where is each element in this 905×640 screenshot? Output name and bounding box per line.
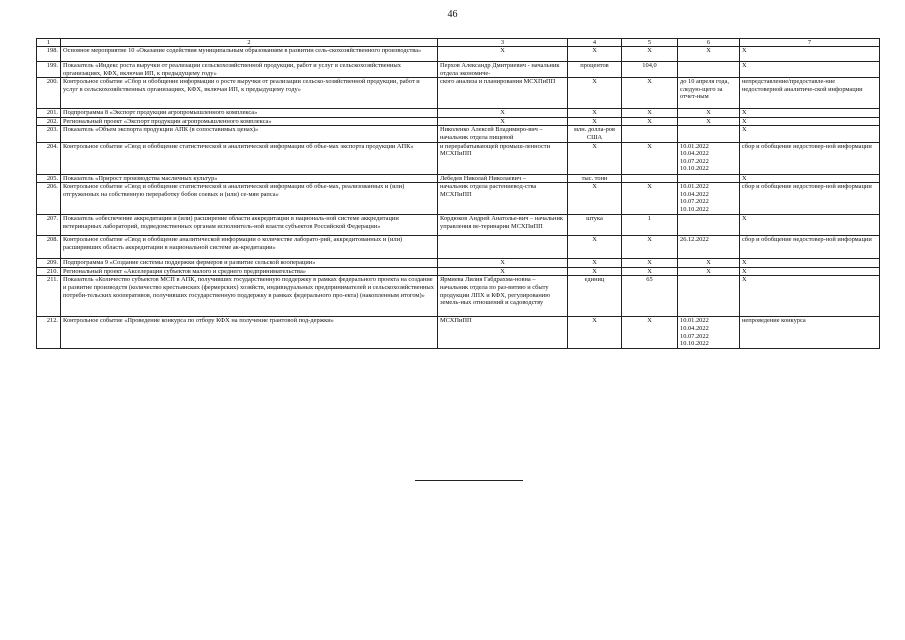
row-number: 199. [37,62,61,78]
deadline: X [678,117,740,126]
table-row [37,126,880,142]
header-cell: 6 [678,39,740,47]
unit-of-measure: единиц [568,276,622,317]
deadline [678,62,740,78]
responsible-person: Лебедев Николай Николаевич – [438,174,568,183]
indicator-value: X [622,109,678,118]
table-row [37,174,880,183]
row-number: 211. [37,276,61,317]
header-cell: 7 [740,39,880,47]
deadline [678,126,740,142]
header-cell: 1 [37,39,61,47]
unit-of-measure: X [568,78,622,109]
deadline: 10.01.2022 10.04.2022 10.07.2022 10.10.2022 [678,142,740,174]
indicator-value: X [622,259,678,268]
deadline: 26.12.2022 [678,236,740,259]
risk-info: X [740,126,880,142]
header-cell: 3 [438,39,568,47]
deadline: до 10 апреля года, следую-щего за отчет-ным [678,78,740,109]
responsible-person: X [438,109,568,118]
risk-info: непроведение конкурса [740,317,880,349]
unit-of-measure: X [568,109,622,118]
risk-info: X [740,47,880,62]
risk-info: X [740,276,880,317]
indicator-value: X [622,317,678,349]
row-number: 208. [37,236,61,259]
table-row [37,47,880,62]
table-row [37,109,880,118]
indicator-value: X [622,117,678,126]
event-name: Региональный проект «Экспорт продукции агропромышленного комплекса» [61,117,438,126]
risk-info: X [740,215,880,236]
row-number: 210. [37,267,61,276]
header-cell: 5 [622,39,678,47]
indicator-value: 1 [622,215,678,236]
deadline [678,215,740,236]
responsible-person: X [438,259,568,268]
row-number: 207. [37,215,61,236]
table-row [37,183,880,215]
event-name: Контрольное событие «Свод и обобщение статистической и аналитической информации об объе-мах экспорта продукции АПК» [61,142,438,174]
responsible-person: X [438,117,568,126]
table-row [37,276,880,317]
risk-info: сбор и обобщение недостовер-ной информации [740,236,880,259]
risk-info: X [740,109,880,118]
deadline: X [678,267,740,276]
indicator-value: X [622,183,678,215]
unit-of-measure: X [568,259,622,268]
row-number: 204. [37,142,61,174]
indicator-value: X [622,236,678,259]
unit-of-measure: процентов [568,62,622,78]
unit-of-measure: X [568,267,622,276]
deadline: 10.01.2022 10.04.2022 10.07.2022 10.10.2022 [678,317,740,349]
table-row [37,142,880,174]
responsible-person: Кордюков Андрей Анатолье-вич – начальник управления ве-теринарии МСХПиПП [438,215,568,236]
indicator-value: X [622,78,678,109]
row-number: 200. [37,78,61,109]
responsible-person: и перерабатывающей промыш-ленности МСХПиПП [438,142,568,174]
row-number: 203. [37,126,61,142]
indicator-value [622,174,678,183]
indicator-value: 65 [622,276,678,317]
table-row [37,259,880,268]
responsible-person [438,236,568,259]
event-name: Контрольное событие «Свод и обобщение аналитической информации о количестве лаборато-рий, аккредитованных и (или) расширивших область аккредитации в национальной системе ак-кредитации» [61,236,438,259]
unit-of-measure: X [568,236,622,259]
indicator-value: X [622,47,678,62]
deadline: 10.01.2022 10.04.2022 10.07.2022 10.10.2022 [678,183,740,215]
indicator-value: X [622,267,678,276]
event-name: Контрольное событие «Проведение конкурса по отбору КФХ на получение грантовой под-держки» [61,317,438,349]
header-row [37,39,880,47]
row-number: 205. [37,174,61,183]
unit-of-measure: тыс. тонн [568,174,622,183]
event-name: Подпрограмма 9 «Создание системы поддержки фермеров и развитие сельской кооперации» [61,259,438,268]
unit-of-measure: млн. долла-ров США [568,126,622,142]
responsible-person: Николенко Алексей Владимиро-вич – начальник отдела пищевой [438,126,568,142]
table-row [37,78,880,109]
event-name: Региональный проект «Акселерация субъектов малого и среднего предпринимательства» [61,267,438,276]
table-row [37,267,880,276]
risk-info: сбор и обобщение недостовер-ной информации [740,142,880,174]
unit-of-measure: X [568,117,622,126]
responsible-person: X [438,47,568,62]
risk-info: непредставление/предоставле-ние недостоверной аналитиче-ской информации [740,78,880,109]
row-number: 209. [37,259,61,268]
header-cell: 4 [568,39,622,47]
table-row [37,215,880,236]
row-number: 206. [37,183,61,215]
deadline [678,276,740,317]
event-name: Показатель «Индекс роста выручки от реализации сельскохозяйственной продукции, работ и услуг в сельскохозяйственных организациях, КФХ, включая ИП, к предыдущему году» [61,62,438,78]
deadline [678,174,740,183]
table-row [37,236,880,259]
event-name: Показатель «Прирост производства масличных культур» [61,174,438,183]
row-number: 202. [37,117,61,126]
row-number: 198. [37,47,61,62]
event-name: Подпрограмма 8 «Экспорт продукции агропромышленного комплекса» [61,109,438,118]
event-name: Контрольное событие «Свод и обобщение статистической и аналитической информации об объе-мах, реализованных и (или) отгруженных на собственную переработку бобов соевых и (или) се-мян рапса» [61,183,438,215]
event-name: Показатель «обеспечение аккредитации и (или) расширение области аккредитации в националь-ной системе аккредитации ветеринарных лабораторий, подведомственных органам исполнитель-ной власти субъектов Российской Федерации» [61,215,438,236]
event-name: Показатель «Количество субъектов МСП в АПК, получивших государственную поддержку в рамках федерального проекта на создание и развитие производств (количество крестьянских (фермерских) хозяйств, индивидуальных предпринимателей и сельскохозяйственных потреби-тельских кооперативов, получивших государственную поддержку в рамках федерального про-екта) (накопленным итогом)» [61,276,438,317]
row-number: 201. [37,109,61,118]
indicator-value [622,126,678,142]
indicator-value: X [622,142,678,174]
table-row [37,317,880,349]
deadline: X [678,109,740,118]
event-name: Показатель «Объем экспорта продукции АПК (в сопоставимых ценах)» [61,126,438,142]
deadline: X [678,259,740,268]
deadline: X [678,47,740,62]
table-row [37,62,880,78]
risk-info: X [740,267,880,276]
unit-of-measure: X [568,183,622,215]
page-number: 46 [447,9,458,20]
responsible-person: МСХПиПП [438,317,568,349]
header-cell: 2 [61,39,438,47]
event-name: Контрольное событие «Сбор и обобщение информации о росте выручки от реализации сельско-хозяйственной продукции, работ и услуг в сельскохозяйственных организациях, КФХ, включая ИП, к предыдущему году» [61,78,438,109]
risk-info: X [740,259,880,268]
unit-of-measure: X [568,142,622,174]
responsible-person: начальник отдела растениевод-ства МСХПиПП [438,183,568,215]
responsible-person: ского анализа и планирования МСХПиПП [438,78,568,109]
event-name: Основное мероприятие 10 «Оказание содействия муниципальным образованиям в развитии сель-скохозяйственного производства» [61,47,438,62]
plan-table [36,38,880,349]
closing-divider [415,480,523,481]
responsible-person: X [438,267,568,276]
risk-info: сбор и обобщение недостовер-ной информации [740,183,880,215]
indicator-value: 104,0 [622,62,678,78]
risk-info: X [740,62,880,78]
table-row [37,117,880,126]
row-number: 212. [37,317,61,349]
unit-of-measure: X [568,317,622,349]
unit-of-measure: X [568,47,622,62]
responsible-person: Перхов Александр Дмитриевич - начальник отдела экономиче- [438,62,568,78]
risk-info: X [740,117,880,126]
risk-info: X [740,174,880,183]
responsible-person: Ярмиева Лилия Габдрахма-новна – начальник отдела по раз-витию и сбыту продукции ЛПХ и КФХ, регулированию земель-ных отношений и садоводству [438,276,568,317]
unit-of-measure: штука [568,215,622,236]
